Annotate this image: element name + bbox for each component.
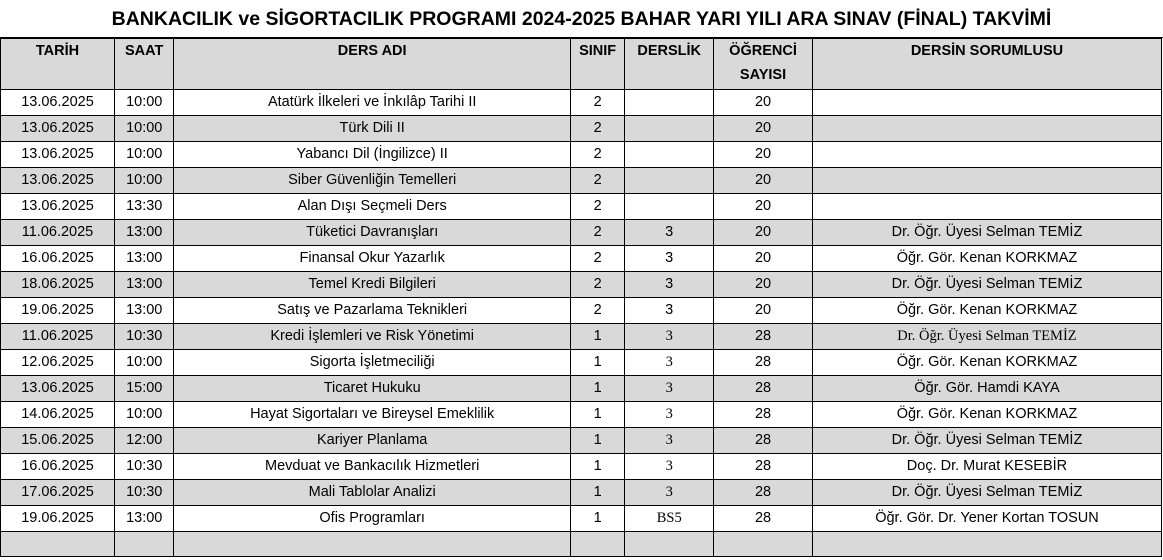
cell-student-count: 28 — [714, 480, 813, 506]
table-row — [1, 116, 1162, 142]
cell-room: 3 — [625, 324, 714, 350]
cell-time: 13:00 — [114, 272, 174, 298]
cell-date: 13.06.2025 — [1, 90, 115, 116]
cell-course: Mevduat ve Bankacılık Hizmetleri — [174, 454, 570, 480]
cell-student-count: 20 — [714, 220, 813, 246]
cell-time: 15:00 — [114, 376, 174, 402]
cell-date: 14.06.2025 — [1, 402, 115, 428]
table-row — [1, 350, 1162, 376]
cell-responsible: Öğr. Gör. Hamdi KAYA — [812, 376, 1161, 402]
cell-student-count: 20 — [714, 194, 813, 220]
cell-course: Finansal Okur Yazarlık — [174, 246, 570, 272]
cell-date: 13.06.2025 — [1, 376, 115, 402]
cell-class: 2 — [570, 90, 624, 116]
schedule-table — [0, 38, 1162, 557]
cell-room: 3 — [625, 402, 714, 428]
table-row — [1, 324, 1162, 350]
empty-cell — [570, 532, 624, 557]
cell-student-count: 28 — [714, 506, 813, 532]
cell-room: 3 — [625, 454, 714, 480]
empty-row — [1, 532, 1162, 557]
cell-room — [625, 194, 714, 220]
cell-time: 10:30 — [114, 480, 174, 506]
table-row — [1, 506, 1162, 532]
table-row — [1, 90, 1162, 116]
cell-room: 3 — [625, 246, 714, 272]
cell-date: 17.06.2025 — [1, 480, 115, 506]
cell-responsible: Öğr. Gör. Dr. Yener Kortan TOSUN — [812, 506, 1161, 532]
cell-class: 1 — [570, 506, 624, 532]
cell-student-count: 28 — [714, 402, 813, 428]
cell-class: 2 — [570, 298, 624, 324]
cell-date: 16.06.2025 — [1, 246, 115, 272]
cell-date: 11.06.2025 — [1, 220, 115, 246]
table-row — [1, 454, 1162, 480]
cell-course: Türk Dili II — [174, 116, 570, 142]
cell-student-count: 20 — [714, 298, 813, 324]
cell-room — [625, 90, 714, 116]
cell-date: 13.06.2025 — [1, 194, 115, 220]
cell-room — [625, 142, 714, 168]
cell-course: Temel Kredi Bilgileri — [174, 272, 570, 298]
cell-room: 3 — [625, 480, 714, 506]
cell-student-count: 28 — [714, 324, 813, 350]
cell-date: 13.06.2025 — [1, 168, 115, 194]
cell-course: Satış ve Pazarlama Teknikleri — [174, 298, 570, 324]
cell-course: Alan Dışı Seçmeli Ders — [174, 194, 570, 220]
cell-student-count: 20 — [714, 90, 813, 116]
cell-time: 12:00 — [114, 428, 174, 454]
table-row — [1, 428, 1162, 454]
header-row — [1, 39, 1162, 90]
empty-cell — [714, 532, 813, 557]
table-row — [1, 272, 1162, 298]
empty-cell — [174, 532, 570, 557]
cell-responsible — [812, 168, 1161, 194]
cell-student-count: 20 — [714, 246, 813, 272]
cell-room: 3 — [625, 272, 714, 298]
cell-course: Ofis Programları — [174, 506, 570, 532]
header-student-count — [714, 39, 813, 90]
cell-responsible: Öğr. Gör. Kenan KORKMAZ — [812, 246, 1161, 272]
cell-room: 3 — [625, 350, 714, 376]
cell-responsible — [812, 116, 1161, 142]
cell-room: BS5 — [625, 506, 714, 532]
cell-responsible: Doç. Dr. Murat KESEBİR — [812, 454, 1161, 480]
cell-time: 13:00 — [114, 220, 174, 246]
cell-date: 18.06.2025 — [1, 272, 115, 298]
cell-date: 13.06.2025 — [1, 116, 115, 142]
cell-date: 15.06.2025 — [1, 428, 115, 454]
cell-class: 2 — [570, 246, 624, 272]
cell-responsible: Öğr. Gör. Kenan KORKMAZ — [812, 350, 1161, 376]
cell-class: 1 — [570, 428, 624, 454]
cell-course: Hayat Sigortaları ve Bireysel Emeklilik — [174, 402, 570, 428]
cell-student-count: 28 — [714, 376, 813, 402]
header-student-count-line2: SAYISI — [739, 67, 787, 83]
cell-responsible: Dr. Öğr. Üyesi Selman TEMİZ — [812, 324, 1161, 350]
cell-date: 12.06.2025 — [1, 350, 115, 376]
cell-class: 2 — [570, 272, 624, 298]
cell-course: Tüketici Davranışları — [174, 220, 570, 246]
cell-time: 13:00 — [114, 298, 174, 324]
cell-date: 13.06.2025 — [1, 142, 115, 168]
table-row — [1, 142, 1162, 168]
cell-class: 2 — [570, 142, 624, 168]
cell-responsible: Dr. Öğr. Üyesi Selman TEMİZ — [812, 272, 1161, 298]
cell-class: 2 — [570, 194, 624, 220]
header-date: TARİH — [1, 39, 115, 90]
cell-room: 3 — [625, 428, 714, 454]
table-row — [1, 168, 1162, 194]
header-room: DERSLİK — [625, 39, 714, 90]
table-row — [1, 480, 1162, 506]
cell-room: 3 — [625, 298, 714, 324]
cell-student-count: 20 — [714, 272, 813, 298]
cell-time: 13:00 — [114, 506, 174, 532]
cell-date: 11.06.2025 — [1, 324, 115, 350]
empty-cell — [114, 532, 174, 557]
cell-class: 1 — [570, 402, 624, 428]
cell-room: 3 — [625, 220, 714, 246]
cell-time: 10:00 — [114, 350, 174, 376]
header-class: SINIF — [570, 39, 624, 90]
header-course: DERS ADI — [174, 39, 570, 90]
empty-cell — [812, 532, 1161, 557]
cell-room — [625, 116, 714, 142]
cell-student-count: 28 — [714, 350, 813, 376]
cell-time: 10:00 — [114, 168, 174, 194]
cell-student-count: 28 — [714, 454, 813, 480]
cell-course: Mali Tablolar Analizi — [174, 480, 570, 506]
cell-responsible — [812, 194, 1161, 220]
header-time: SAAT — [114, 39, 174, 90]
cell-course: Ticaret Hukuku — [174, 376, 570, 402]
cell-student-count: 20 — [714, 116, 813, 142]
cell-date: 19.06.2025 — [1, 298, 115, 324]
table-row — [1, 246, 1162, 272]
cell-responsible: Öğr. Gör. Kenan KORKMAZ — [812, 402, 1161, 428]
cell-class: 1 — [570, 350, 624, 376]
cell-class: 1 — [570, 376, 624, 402]
cell-class: 2 — [570, 168, 624, 194]
table-row — [1, 402, 1162, 428]
cell-class: 2 — [570, 116, 624, 142]
cell-time: 10:00 — [114, 142, 174, 168]
cell-time: 10:30 — [114, 454, 174, 480]
cell-responsible — [812, 142, 1161, 168]
cell-class: 1 — [570, 480, 624, 506]
cell-course: Atatürk İlkeleri ve İnkılâp Tarihi II — [174, 90, 570, 116]
cell-time: 10:00 — [114, 90, 174, 116]
cell-class: 2 — [570, 220, 624, 246]
cell-time: 10:00 — [114, 116, 174, 142]
cell-student-count: 20 — [714, 142, 813, 168]
cell-course: Kredi İşlemleri ve Risk Yönetimi — [174, 324, 570, 350]
cell-time: 10:00 — [114, 402, 174, 428]
cell-time: 13:00 — [114, 246, 174, 272]
cell-course: Kariyer Planlama — [174, 428, 570, 454]
cell-responsible: Dr. Öğr. Üyesi Selman TEMİZ — [812, 480, 1161, 506]
cell-room — [625, 168, 714, 194]
cell-course: Sigorta İşletmeciliği — [174, 350, 570, 376]
cell-date: 19.06.2025 — [1, 506, 115, 532]
cell-student-count: 20 — [714, 168, 813, 194]
empty-cell — [1, 532, 115, 557]
cell-class: 1 — [570, 454, 624, 480]
page-title: BANKACILIK ve SİGORTACILIK PROGRAMI 2024-2025 BAHAR YARI YILI ARA SINAV (FİNAL) TAKVİMİ — [0, 0, 1163, 38]
cell-date: 16.06.2025 — [1, 454, 115, 480]
cell-class: 1 — [570, 324, 624, 350]
table-row — [1, 298, 1162, 324]
cell-responsible: Dr. Öğr. Üyesi Selman TEMİZ — [812, 220, 1161, 246]
header-student-count-line1: ÖĞRENCİ — [729, 43, 797, 59]
table-row — [1, 220, 1162, 246]
cell-room: 3 — [625, 376, 714, 402]
cell-student-count: 28 — [714, 428, 813, 454]
table-row — [1, 194, 1162, 220]
header-responsible: DERSİN SORUMLUSU — [812, 39, 1161, 90]
cell-responsible: Öğr. Gör. Kenan KORKMAZ — [812, 298, 1161, 324]
empty-cell — [625, 532, 714, 557]
cell-course: Yabancı Dil (İngilizce) II — [174, 142, 570, 168]
cell-time: 10:30 — [114, 324, 174, 350]
cell-responsible — [812, 90, 1161, 116]
cell-course: Siber Güvenliğin Temelleri — [174, 168, 570, 194]
table-row — [1, 376, 1162, 402]
cell-time: 13:30 — [114, 194, 174, 220]
cell-responsible: Dr. Öğr. Üyesi Selman TEMİZ — [812, 428, 1161, 454]
